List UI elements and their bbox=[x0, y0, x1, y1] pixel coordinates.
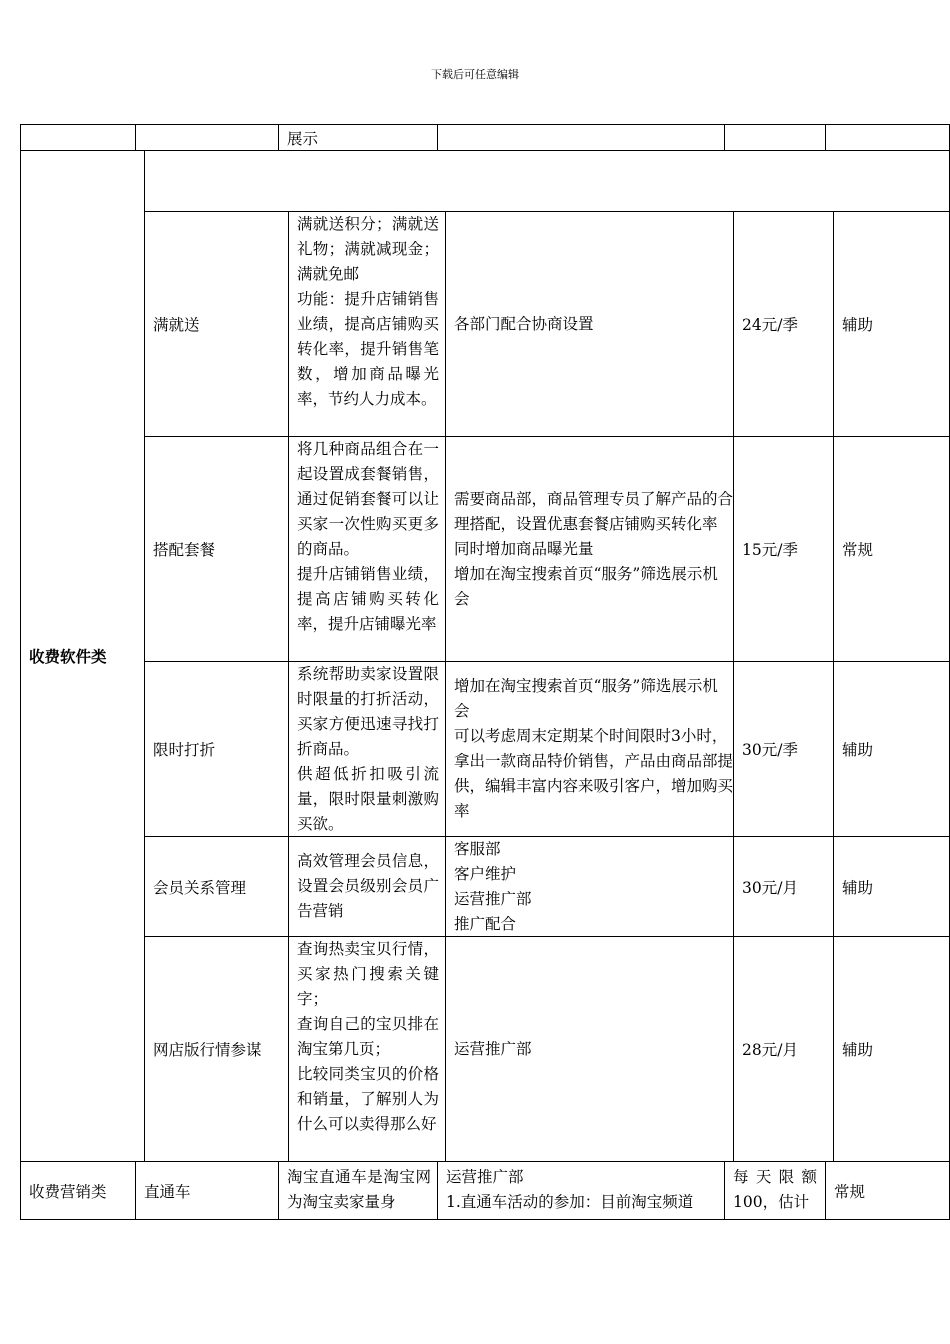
text-line: 运营推广部 bbox=[454, 890, 532, 908]
row-type-cell bbox=[833, 661, 950, 837]
text-line: 同时增加商品曝光量 bbox=[454, 539, 594, 558]
text-line: 高效管理会员信息，设置会员级别会员广告营销 bbox=[297, 852, 439, 920]
row-type: 辅助 bbox=[842, 878, 874, 897]
row-desc bbox=[297, 212, 439, 412]
row-type-cell bbox=[833, 436, 950, 662]
row-price-cell bbox=[733, 436, 834, 662]
text-line: 满就送积分；满就送礼物；满就减现金；满就免邮 bbox=[297, 215, 439, 283]
row-detail-cell bbox=[445, 661, 734, 837]
row-name: 满就送 bbox=[153, 316, 200, 334]
row-price-cell bbox=[733, 211, 834, 437]
row-name: 搭配套餐 bbox=[153, 541, 216, 559]
text-line: 客户维护 bbox=[454, 865, 517, 883]
row-price: 30元/月 bbox=[742, 878, 798, 897]
row-type: 辅助 bbox=[842, 1041, 874, 1059]
text-line: 系统帮助卖家设置限时限量的打折活动，买家方便迅速寻找打折商品。 bbox=[297, 665, 439, 758]
row-detail bbox=[454, 487, 733, 612]
row-detail bbox=[454, 312, 594, 337]
blank-header-cell bbox=[144, 150, 950, 212]
row-name: 网店版行情参谋 bbox=[153, 1041, 262, 1059]
row-type-cell bbox=[833, 836, 950, 937]
row-price-cell bbox=[733, 836, 834, 937]
row-name: 限时打折 bbox=[153, 741, 216, 759]
text-line: 运营推广部 bbox=[446, 1168, 524, 1186]
row-detail-cell bbox=[437, 1161, 725, 1220]
text-line: 1.直通车活动的参加：目前淘宝频道 bbox=[446, 1193, 694, 1211]
row-detail bbox=[446, 1165, 718, 1215]
row-desc-cell bbox=[288, 436, 446, 662]
row-desc bbox=[297, 849, 439, 924]
row-price: 15元/季 bbox=[742, 541, 798, 559]
text-line: 查询热卖宝贝行情，买家热门搜索关键字； bbox=[297, 940, 439, 1008]
page-header: 下载后可任意编辑 bbox=[431, 68, 519, 81]
row-name-cell bbox=[144, 436, 289, 662]
row-detail bbox=[454, 837, 733, 937]
row-price: 每天限额100，估计 bbox=[733, 1168, 817, 1211]
row-type-cell bbox=[825, 1161, 950, 1220]
text-line: 将几种商品组合在一起设置成套餐销售，通过促销套餐可以让买家一次性购买更多的商品。 bbox=[297, 440, 439, 558]
category-label: 收费软件类 bbox=[29, 647, 107, 666]
top-cell-6 bbox=[825, 124, 950, 151]
text-line: 增加在淘宝搜索首页“服务”筛选展示机会 bbox=[454, 677, 718, 720]
row-desc-cell bbox=[278, 1161, 438, 1220]
row-detail bbox=[454, 674, 733, 824]
row-desc-cell bbox=[288, 211, 446, 437]
top-cell-3-text: 展示 bbox=[287, 129, 319, 148]
row-desc-cell bbox=[288, 936, 446, 1162]
category-cell-2 bbox=[20, 1161, 136, 1220]
top-cell-5 bbox=[724, 124, 826, 151]
category-cell bbox=[20, 150, 145, 1162]
row-price: 30元/季 bbox=[742, 741, 798, 759]
row-detail-cell bbox=[445, 836, 734, 937]
row-name-cell bbox=[135, 1161, 279, 1220]
row-desc-cell bbox=[288, 661, 446, 837]
row-detail-cell bbox=[445, 936, 734, 1162]
text-line: 可以考虑周末定期某个时间限时3小时，拿出一款商品特价销售，产品由商品部提供，编辑丰富内容来吸引客户，增加购买率 bbox=[454, 727, 734, 820]
row-name-cell bbox=[144, 211, 289, 437]
text-line: 供超低折扣吸引流量，限时限量刺激购买欲。 bbox=[297, 765, 439, 833]
row-price: 28元/月 bbox=[742, 1041, 798, 1059]
row-price-cell bbox=[733, 661, 834, 837]
row-price-cell bbox=[724, 1161, 826, 1220]
text-line: 比较同类宝贝的价格和销量，了解别人为什么可以卖得那么好 bbox=[297, 1065, 439, 1133]
row-detail-cell bbox=[445, 211, 734, 437]
row-desc bbox=[297, 662, 439, 837]
top-cell-4 bbox=[437, 124, 725, 151]
row-detail bbox=[454, 1037, 532, 1062]
row-type: 辅助 bbox=[842, 741, 874, 759]
row-name-cell bbox=[144, 836, 289, 937]
row-name-cell bbox=[144, 936, 289, 1162]
text-line: 运营推广部 bbox=[454, 1039, 532, 1058]
top-cell-1 bbox=[20, 124, 136, 151]
text-line: 推广配合 bbox=[454, 915, 517, 933]
row-type: 常规 bbox=[842, 541, 874, 559]
row-desc: 淘宝直通车是淘宝网为淘宝卖家量身 bbox=[287, 1168, 431, 1211]
top-cell-2 bbox=[135, 124, 279, 151]
row-desc bbox=[297, 937, 439, 1137]
text-line: 查询自己的宝贝排在淘宝第几页； bbox=[297, 1015, 439, 1058]
text-line: 提升店铺销售业绩，提高店铺购买转化率，提升店铺曝光率 bbox=[297, 565, 439, 633]
row-type: 辅助 bbox=[842, 316, 874, 334]
row-desc bbox=[297, 437, 439, 637]
category-label-2: 收费营销类 bbox=[29, 1182, 107, 1201]
row-desc-cell bbox=[288, 836, 446, 937]
row-type-cell bbox=[833, 211, 950, 437]
row-name-cell bbox=[144, 661, 289, 837]
text-line: 增加在淘宝搜索首页“服务”筛选展示机会 bbox=[454, 564, 718, 608]
text-line: 客服部 bbox=[454, 840, 501, 858]
row-price: 24元/季 bbox=[742, 316, 798, 334]
text-line: 功能：提升店铺销售业绩，提高店铺购买转化率，提升销售笔数，增加商品曝光率，节约人力成本。 bbox=[297, 290, 439, 408]
row-type: 常规 bbox=[834, 1182, 866, 1201]
row-name: 会员关系管理 bbox=[153, 878, 247, 897]
row-name: 直通车 bbox=[144, 1182, 191, 1201]
text-line: 各部门配合协商设置 bbox=[454, 314, 594, 333]
row-type-cell bbox=[833, 936, 950, 1162]
row-price-cell bbox=[733, 936, 834, 1162]
text-line: 需要商品部，商品管理专员了解产品的合理搭配，设置优惠套餐店铺购买转化率 bbox=[454, 489, 734, 533]
row-detail-cell bbox=[445, 436, 734, 662]
top-cell-3 bbox=[278, 124, 438, 151]
